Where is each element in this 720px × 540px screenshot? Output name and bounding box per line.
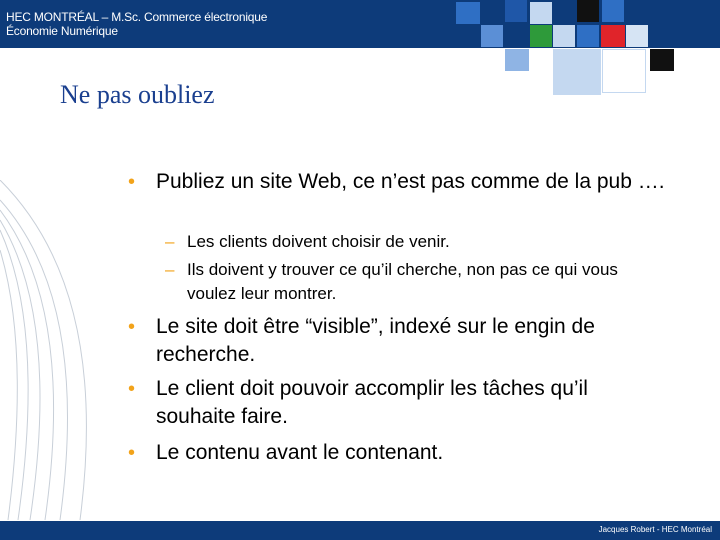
header-course: HEC MONTRÉAL – M.Sc. Commerce électronique xyxy=(6,10,268,24)
square xyxy=(553,25,575,47)
square xyxy=(602,0,624,22)
square xyxy=(481,25,503,47)
subbullet-marker: – xyxy=(165,232,175,251)
bullet-text: Le site doit être “visible”, indexé sur le engin de recherche. xyxy=(156,315,595,366)
bullet-marker: • xyxy=(128,316,136,338)
bullet-item xyxy=(128,439,688,467)
slide-title: Ne pas oubliez xyxy=(60,80,215,109)
subbullet-item xyxy=(165,230,665,254)
header-subtitle: Économie Numérique xyxy=(6,24,118,38)
square xyxy=(505,49,529,71)
footer-credit: Jacques Robert - HEC Montréal xyxy=(598,525,712,534)
square xyxy=(650,49,674,71)
bullet-text: Le contenu avant le contenant. xyxy=(156,441,444,464)
square xyxy=(626,25,648,47)
bullet-item xyxy=(128,375,688,431)
subbullet-marker: – xyxy=(165,260,175,279)
subbullet-text: Les clients doivent choisir de venir. xyxy=(187,232,450,251)
square xyxy=(530,2,552,24)
square xyxy=(456,2,480,24)
bullet-item xyxy=(128,313,688,369)
bullet-marker: • xyxy=(128,378,136,400)
square xyxy=(577,0,599,22)
square xyxy=(530,25,552,47)
bullet-text: Le client doit pouvoir accomplir les tâches qu’il souhaite faire. xyxy=(156,377,588,428)
footer-bar xyxy=(0,521,720,540)
square xyxy=(577,25,599,47)
square xyxy=(553,49,601,95)
square xyxy=(505,0,527,22)
subbullet-text: Ils doivent y trouver ce qu’il cherche, non pas ce qui vous voulez leur montrer. xyxy=(187,260,618,303)
bullet-text: Publiez un site Web, ce n’est pas comme de la pub …. xyxy=(156,170,665,193)
bullet-item xyxy=(128,168,688,196)
square xyxy=(601,25,625,47)
bullet-marker: • xyxy=(128,171,136,193)
header-text xyxy=(6,10,267,38)
subbullet-item xyxy=(165,258,665,306)
bullet-marker: • xyxy=(128,442,136,464)
decorative-arcs xyxy=(0,180,140,520)
square xyxy=(602,49,646,93)
